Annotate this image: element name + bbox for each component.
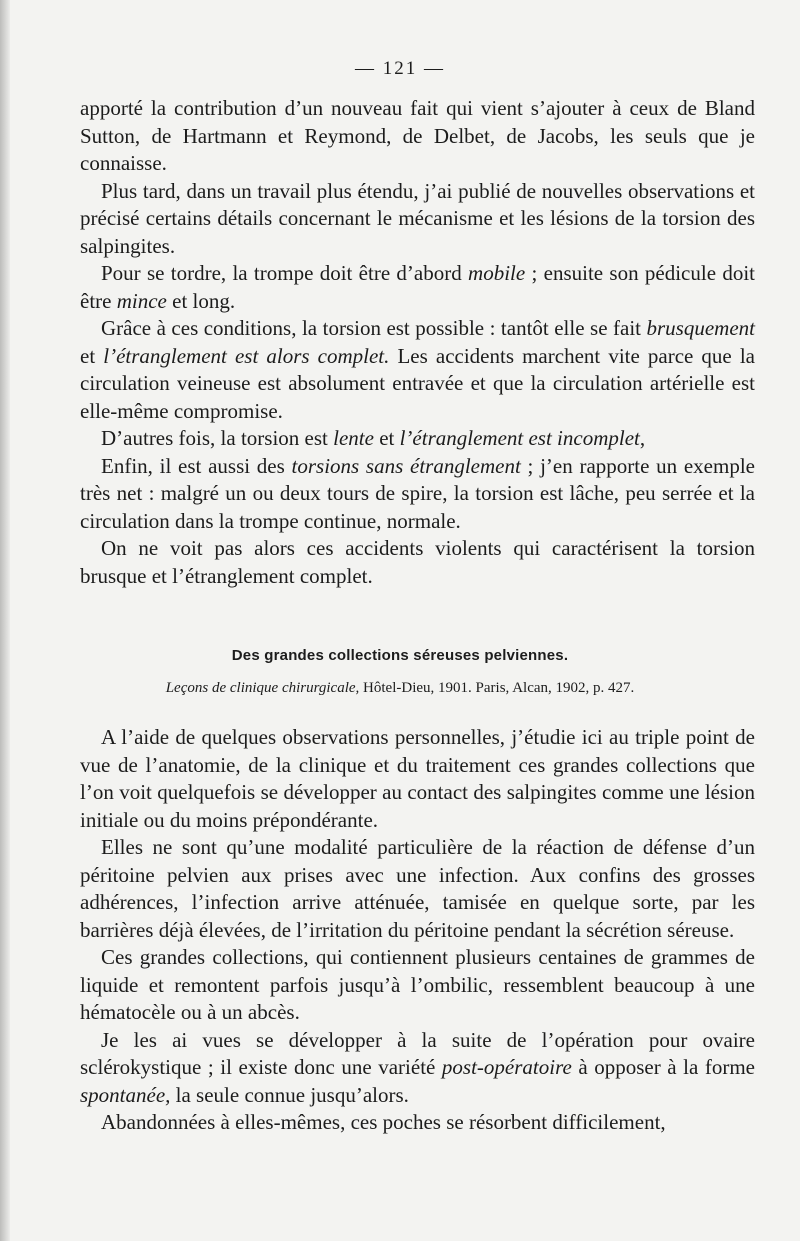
citation-text: Hôtel-Dieu, 1901. Paris, Alcan, 1902, p. 427. — [359, 680, 635, 696]
paragraph: Abandonnées à elles-mêmes, ces poches se résorbent difficilement, — [101, 1110, 666, 1134]
text-run: D’autres fois, la torsion est — [101, 426, 334, 450]
text-block-lower — [80, 724, 755, 1137]
text-run: et — [80, 343, 104, 368]
italic-run: brusquement — [646, 316, 755, 340]
text-run: la seule connue jusqu’alors. — [170, 1082, 409, 1107]
paragraph — [80, 315, 755, 425]
text-run: Je les ai vues se développer à la suite de l’opération pour ovaire sclérokystique ; il existe donc une variété — [80, 1027, 755, 1079]
citation-italic: Leçons de clinique chirurgicale, — [165, 680, 360, 696]
citation — [0, 680, 800, 697]
italic-run: mobile — [468, 261, 526, 285]
paragraph: Ces grandes collections, qui contiennent plusieurs centaines de grammes de liquide et remontent parfois jusqu’à l’ombilic, ressemblent beaucoup à une hématocèle ou à un abcès. — [80, 945, 755, 1024]
text-run: ; ensuite son pédicule doit être — [80, 261, 755, 313]
text-run: ; j’en rapporte un exemple très net : malgré un ou deux tours de spire, la torsion est lâche, peu serrée et la circulation dans la trompe continue, normale. — [80, 453, 755, 533]
text-run: , — [639, 426, 646, 450]
text-run: Grâce à ces conditions, la torsion est possible : tantôt elle se fait — [101, 316, 647, 340]
text-run: et long. — [166, 288, 236, 313]
section-title: Des grandes collections séreuses pelviennes. — [231, 647, 569, 664]
paragraph — [80, 260, 755, 315]
paragraph: apporté la contribution d’un nouveau fait qui vient s’ajouter à ceux de Bland Sutton, de Hartmann et Reymond, de Delbet, de Jacobs, les seuls que je connaisse. — [80, 96, 755, 175]
page-edge-shadow — [0, 0, 10, 1241]
italic-run: spontanée, — [80, 1082, 171, 1107]
italic-run: post-opératoire — [441, 1055, 572, 1079]
paragraph: A l’aide de quelques observations personnelles, j’étudie ici au triple point de vue de l’anatomie, de la clinique et du traitement ces grandes collections que l’on voit quelquefois se développer au contact des salpingites comme une lésion initiale ou du moins prépondérante. — [80, 725, 755, 832]
italic-run: l’étranglement est alors complet. — [103, 343, 390, 368]
italic-run: l’étranglement est incomplet — [399, 426, 640, 450]
paragraph — [80, 1027, 755, 1110]
page-number: — 121 — — [355, 58, 445, 79]
paragraph: On ne voit pas alors ces accidents violents qui caractérisent la torsion brusque et l’étranglement complet. — [80, 536, 755, 588]
text-run: Pour se tordre, la trompe doit être d’abord — [101, 261, 469, 285]
text-run: Les accidents marchent vite parce que la circulation veineuse est absolument entravée et que la circulation artérielle est elle-même compromise. — [80, 343, 755, 423]
text-run: à opposer à la forme — [571, 1055, 755, 1079]
italic-run: mince — [116, 288, 167, 313]
text-run: et — [373, 426, 400, 450]
italic-run: lente — [333, 426, 374, 450]
paragraph: Plus tard, dans un travail plus étendu, j’ai publié de nouvelles observations et précisé certains détails concernant le mécanisme et les lésions de la torsion des salpingites. — [80, 178, 755, 258]
italic-run: torsions sans étranglement — [291, 453, 521, 478]
paragraph — [80, 425, 755, 453]
paragraph — [80, 453, 755, 536]
text-block-upper — [80, 95, 755, 590]
paragraph: Elles ne sont qu’une modalité particulière de la réaction de défense d’un péritoine pelvien aux prises avec une infection. Aux confins des grosses adhérences, l’infection arrive atténuée, tamisée en quelque sorte, par les barrières déjà élevées, de l’irritation du péritoine pendant la sécrétion séreuse. — [80, 835, 755, 942]
text-run: Enfin, il est aussi des — [101, 453, 292, 478]
